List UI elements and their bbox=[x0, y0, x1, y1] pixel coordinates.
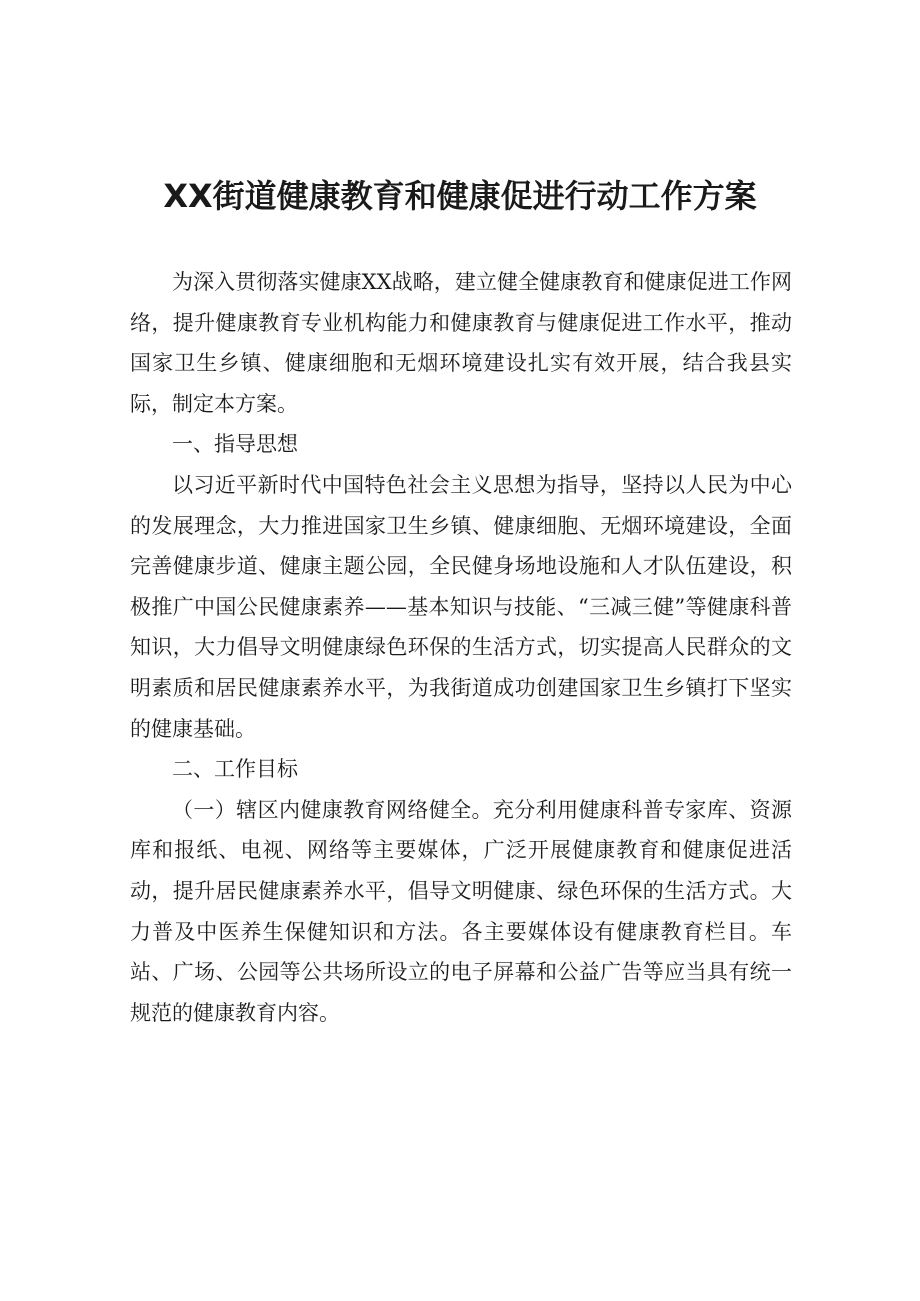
document-body bbox=[130, 262, 792, 1033]
guiding-ideology-paragraph: 以习近平新时代中国特色社会主义思想为指导，坚持以人民为中心的发展理念，大力推进国家卫生乡镇、健康细胞、无烟环境建设，全面完善健康步道、健康主题公园，全民健身场地设施和人才队伍建设，积极推广中国公民健康素养——基本知识与技能、“三减三健”等健康科普知识，大力倡导文明健康绿色环保的生活方式，切实提高人民群众的文明素质和居民健康素养水平，为我街道成功创建国家卫生乡镇打下坚实的健康基础。 bbox=[130, 472, 792, 741]
intro-paragraph: 为深入贯彻落实健康XX战略，建立健全健康教育和健康促进工作网络，提升健康教育专业机构能力和健康教育与健康促进工作水平，推动国家卫生乡镇、健康细胞和无烟环境建设扎实有效开展，结合我县实际，制定本方案。 bbox=[130, 270, 792, 416]
work-goal-item-1-paragraph: （一）辖区内健康教育网络健全。充分利用健康科普专家库、资源库和报纸、电视、网络等主要媒体，广泛开展健康教育和健康促进活动，提升居民健康素养水平，倡导文明健康、绿色环保的生活方式。大力普及中医养生保健知识和方法。各主要媒体设有健康教育栏目。车站、广场、公园等公共场所设立的电子屏幕和公益广告等应当具有统一规范的健康教育内容。 bbox=[130, 797, 792, 1025]
section-heading-work-goals: 二、工作目标 bbox=[172, 757, 298, 782]
document-title: XX街道健康教育和健康促进行动工作方案 bbox=[163, 177, 757, 215]
section-heading-guiding-ideology: 一、指导思想 bbox=[172, 432, 298, 457]
